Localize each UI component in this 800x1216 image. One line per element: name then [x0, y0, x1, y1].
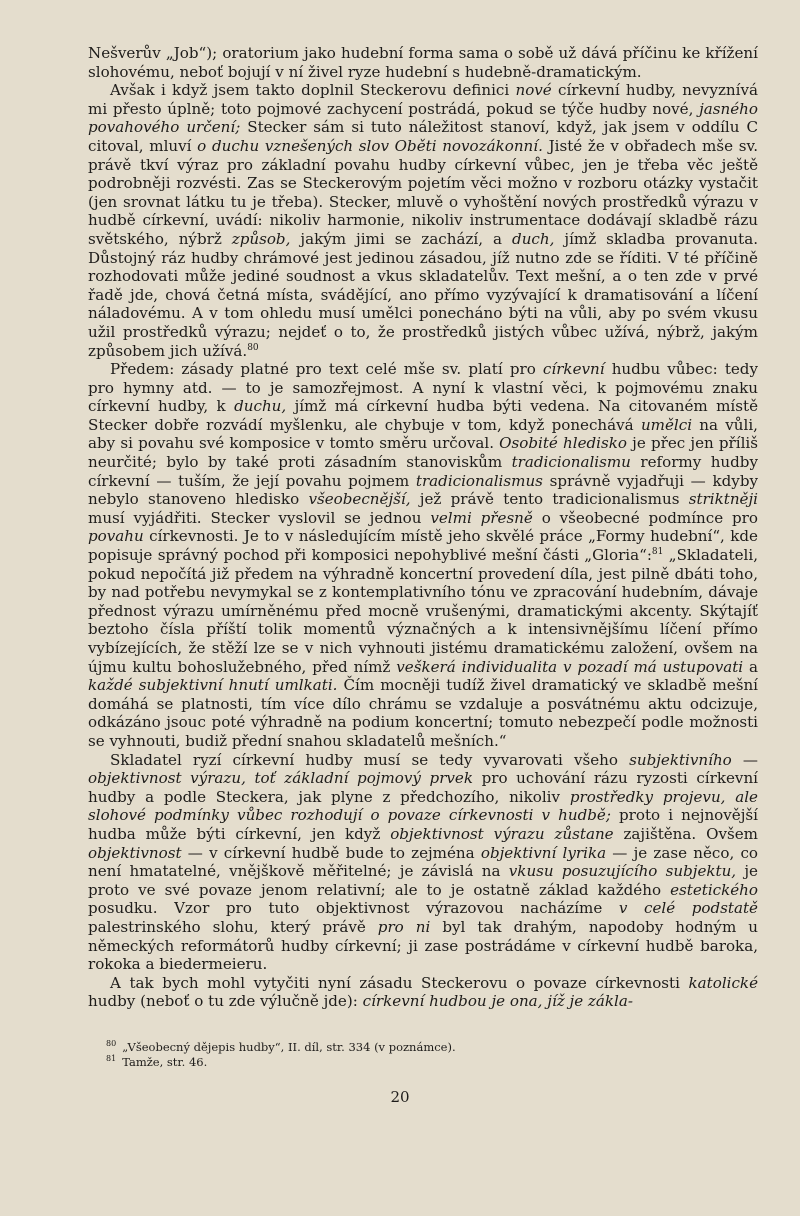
emphasized-text: každé subjektivní hnutí umlkati.: [88, 676, 338, 695]
emphasized-text: církevní hudbou je ona, jíž je zákla-: [362, 992, 633, 1011]
emphasized-text: duch,: [512, 229, 555, 248]
emphasized-text: estetického: [670, 880, 758, 899]
emphasized-text: duchu,: [234, 397, 287, 416]
emphasized-text: objektivnost výrazu zůstane: [390, 824, 614, 843]
paragraph: [88, 974, 758, 1011]
main-text: [88, 44, 758, 1011]
emphasized-text: všeobecnější,: [308, 490, 411, 509]
page-number: 20: [390, 1088, 410, 1106]
emphasized-text: církevní: [542, 360, 605, 379]
text-run: hudby (neboť o tu zde výlučně jde):: [88, 992, 363, 1011]
text-run: jímž skladba provanuta. Důstojný ráz hudby chrámové jest jedinou zásadou, jíž nutno zde se říditi. V té příčině rozhodovati může jediné soudnost a vkus skladatelův. Text mešní, a o ten zde v prvé řadě jde, chová četná místa, svádějící, ano přímo vyzývající k dramatisování a líčení náladovému. A v tom ohledu musí umělci ponecháno býti na vůli, aby po svém vkusu užil prostředků výrazu; nejdeť o to, že prostředků jistých vůbec užívá, nýbrž, jakým způsobem jich užívá.: [88, 229, 758, 360]
text-run: proto i nejnovější hudba může býti církevní, jen když: [88, 806, 758, 843]
text-run: Jisté že v obřadech mše sv. právě tkví výraz pro základní povahu hudby církevní vůbec, jen je třeba věc ještě podrobněji rozvésti. Zas se Steckerovým pojetím věci možno v rozboru otázky vystačit (jen srovnat látku tu je třeba). Stecker, mluvě o vyhoštění nových prostředků výrazu v hudbě církevní, uvádí: nikoliv harmonie, nikoliv instrumentace dodávají skladbě rázu světského, nýbrž: [88, 136, 758, 248]
emphasized-text: objektivnost: [88, 843, 182, 862]
emphasized-text: tradicionalismu: [511, 453, 631, 472]
text-run: církevní hudby, nevyznívá mi přesto úplně; toto pojmové zachycení postrádá, pokud se týče hudby nové,: [88, 81, 758, 118]
text-run: Nešverův „Job“); oratorium jako hudební forma sama o sobě už dává příčinu ke křížení slohovému, neboť bojují v ní živel ryze hudební s hudebně-dramatickým.: [88, 44, 758, 81]
text-run: pro uchování rázu ryzosti církevní hudby a podle Steckera, jak plyne z předchozího, nikoliv: [88, 769, 758, 806]
text-run: jež právě tento tradicionalismus: [410, 490, 689, 509]
emphasized-text: prostředky projevu, ale slohové podmínky vůbec rozhodují o povaze církevnosti v hudbě;: [88, 787, 758, 825]
text-run: „Skladateli, pokud nepočítá již předem na výhradně koncertní provedení díla, jest pilně dbáti toho, by nad potřebu nevymykal se z kontemplativního tónu ve zpracování hudebním, dávaje přednost výrazu umírněnému před mocně vrušenými, dramatickými akcenty. Skýtajíť beztoho čísla příští tolik momentů význačných a k intensivnějšímu líčení přímo vybízejících, že stěží lze se v nich vyhnouti jistému dramatickému založení, ovšem na újmu kultu bohoslužebného, před nímž: [88, 546, 758, 676]
text-run: Avšak i když jsem takto doplnil Steckerovu definici: [110, 81, 516, 100]
text-run: musí vyjádřiti. Stecker vyslovil se jednou: [88, 508, 431, 527]
emphasized-text: objektivní lyrika: [480, 843, 607, 862]
footnote-reference: 81: [651, 547, 664, 557]
text-run: na vůli, aby si povahu své komposice v tomto směru určoval.: [88, 415, 758, 453]
text-run: správně vyjadřuji — kdyby nebylo stanoveno hledisko: [88, 471, 759, 509]
emphasized-text: striktněji: [688, 490, 758, 509]
text-run: o všeobecné podmínce pro: [532, 508, 758, 527]
paragraph: [88, 81, 758, 360]
emphasized-text: o duchu vznešených slov Oběti novozákonní.: [197, 136, 543, 155]
text-run: Skladatel ryzí církevní hudby musí se tedy vyvarovati všeho: [110, 750, 630, 769]
paragraph: [88, 360, 758, 750]
footnotes: [106, 1040, 456, 1070]
emphasized-text: velmi přesně: [430, 508, 533, 527]
emphasized-text: jasného povahového určení;: [88, 99, 758, 137]
footnote: [106, 1040, 456, 1055]
emphasized-text: tradicionalismus: [415, 471, 543, 490]
text-run: A tak bych mohl vytyčiti nyní zásadu Steckerovu o povaze církevnosti: [110, 973, 689, 992]
emphasized-text: objektivnost výrazu, toť základní pojmový prvek: [88, 769, 474, 788]
emphasized-text: vkusu posuzujícího subjektu,: [508, 862, 737, 881]
emphasized-text: pro ni: [377, 917, 431, 936]
footnote-reference: 80: [247, 342, 259, 353]
footnote-number: 81: [106, 1054, 117, 1064]
emphasized-text: Osobité hledisko: [499, 434, 627, 453]
text-run: reformy hudby církevní — tuším, že její povahu pojmem: [88, 453, 759, 490]
emphasized-text: nové: [515, 81, 552, 100]
footnote-text: Tamže, str. 46.: [122, 1055, 208, 1069]
text-run: jakým jimi se zachází, a: [290, 229, 513, 248]
text-run: hudbu vůbec: tedy pro hymny atd. — to je samozřejmost. A nyní k vlastní věci, k pojmovému znaku církevní hudby, k: [88, 360, 759, 416]
text-run: — je zase něco, co není hmatatelné, vnějškově měřitelné; je závislá na: [88, 843, 758, 881]
text-run: je přec jen příliš neurčité; bylo by také proti zásadním stanoviskům: [88, 434, 758, 472]
emphasized-text: povahu: [88, 527, 144, 546]
text-run: je proto ve své povaze jenom relativní; ale to je ostatně základ každého: [88, 862, 758, 899]
footnote-number: 80: [106, 1039, 117, 1049]
text-run: —: [731, 750, 758, 769]
emphasized-text: veškerá individualita v pozadí má ustupovati: [396, 657, 744, 676]
emphasized-text: subjektivního: [629, 750, 732, 769]
paragraph: [88, 44, 758, 81]
text-run: posudku. Vzor pro tuto objektivnost výrazovou nacházíme: [88, 899, 619, 918]
text-run: byl tak drahým, napodoby hodným u německých reformátorů hudby církevní; ji zase postrádáme v církevní hudbě baroka, rokoka a biedermeieru.: [88, 917, 758, 974]
text-run: Předem: zásady platné pro text celé mše sv. platí pro: [110, 360, 543, 379]
emphasized-text: katolické: [688, 973, 758, 992]
text-run: zajištěna. Ovšem: [613, 824, 758, 843]
emphasized-text: v celé podstatě: [618, 899, 758, 918]
text-run: jímž má církevní hudba býti vedena. Na citovaném místě Stecker dobře rozvádí myšlenku, ale chybuje v tom, když ponechává: [88, 397, 758, 434]
text-run: a: [743, 657, 758, 676]
text-run: palestrinského slohu, který právě: [88, 917, 378, 936]
text-run: Stecker sám si tuto náležitost stanoví, když, jak jsem v oddílu C citoval, mluví: [88, 118, 758, 155]
footnote-text: „Všeobecný dějepis hudby“, II. díl, str. 334 (v poznámce).: [122, 1040, 456, 1054]
text-run: — v církevní hudbě bude to zejména: [181, 843, 481, 862]
text-run: Čím mocněji tudíž živel dramatický ve skladbě mešní domáhá se platnosti, tím více dílo chrámu se vzdaluje a posvátnému aktu odcizuje, odkázáno jsouc poté výhradně na podium koncertní; tomuto nebezpečí podle možnosti se vyhnouti, budiž přední snahou skladatelů mešních.“: [88, 676, 759, 750]
text-run: církevnosti. Je to v následujícím místě jeho skvělé práce „Formy hudební“, kde popisuje správný pochod při komposici nepohyblivé mešní části „Gloria“:: [88, 527, 758, 565]
paragraph: [88, 751, 758, 974]
emphasized-text: umělci: [640, 415, 693, 434]
footnote: [106, 1055, 456, 1070]
emphasized-text: způsob,: [231, 229, 291, 248]
